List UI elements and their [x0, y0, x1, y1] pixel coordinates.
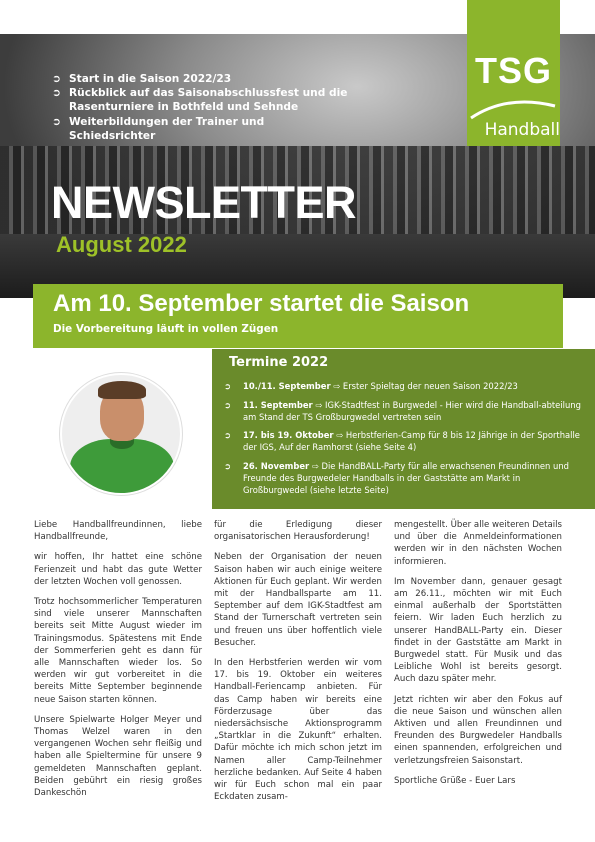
- paragraph: Im November dann, genauer gesagt am 26.11., möchten wir mit Euch einmal außerhalb der Sportstätten feiern. Wir laden Euch herzlich zu unserer HandBALL-Party ein. Dieser findet in der Gaststätte am Markt in Burgwedel statt. Für Musik und das Leibliche Wohl ist bereits gesorgt. Auch dazu später mehr.: [394, 576, 562, 685]
- arrow-icon: ➲: [224, 399, 232, 410]
- paragraph: Jetzt richten wir aber den Fokus auf die neue Saison und wünschen allen Aktiven und allen Freundinnen und Freunden des Burgwedeler Handballs einen spannenden, erfolgreichen und verletzungsfreien Saisonstart.: [394, 694, 562, 766]
- paragraph: Unsere Spielwarte Holger Meyer und Thomas Welzel waren in den vergangenen Wochen sehr fleißig und haben alle Spieltermine für unsere 9 gemeldeten Mannschaften geplant. Beiden gebührt ein riesig großes Dankeschön: [34, 714, 202, 799]
- highlight-item: ➲ Rückblick auf das Saisonabschlussfest und die Rasenturniere in Bothfeld und Sehnde: [52, 87, 348, 114]
- paragraph: für die Erledigung dieser organisatorischen Herausforderung!: [214, 520, 382, 543]
- arrow-icon: ➲: [224, 430, 232, 441]
- arrow-icon: ➲: [52, 87, 61, 100]
- headline: Am 10. September startet die Saison: [53, 290, 470, 317]
- highlight-item: ➲ Start in die Saison 2022/23: [52, 73, 232, 85]
- date-item: ➲ 17. bis 19. Oktober ⇨ Herbstferien-Camp für 8 bis 12 Jährige in der Sporthalle der IGS, Auf der Ramhorst (siehe Seite 4): [224, 430, 580, 453]
- arrow-icon: ➲: [52, 73, 61, 85]
- signature: Sportliche Grüße - Euer Lars: [394, 775, 516, 786]
- tsg-logo: [467, 0, 560, 146]
- header-highlights: [52, 72, 352, 143]
- hair: [98, 381, 146, 399]
- arrow-icon: ➲: [224, 460, 232, 471]
- arrow-icon: ➲: [52, 115, 61, 128]
- paragraph: Trotz hochsommerlicher Temperaturen sind viele unserer Mannschaften bereits seit Mitte August wieder im Trainingsmodus. Spätestens mit Ende der Sommerferien geht es dann für alle Mannschaften wieder los. So werden wir gut vorbereitet in die bereits Mitte September beginnende neue Saison starten können.: [34, 597, 202, 705]
- date-item: ➲ 10./11. September ⇨ Erster Spieltag der neuen Saison 2022/23: [224, 381, 518, 391]
- paragraph: wir hoffen, Ihr hattet eine schöne Ferienzeit und habt das gute Wetter der letzten Wochen voll genossen.: [34, 552, 202, 587]
- dates-title: Termine 2022: [229, 355, 329, 370]
- dates-box: [212, 349, 595, 509]
- paragraph: In den Herbstferien werden wir vom 17. bis 19. Oktober ein weiteres Handball-Feriencamp anbieten. Für das Camp haben wir bereits eine Förderzusage über das niedersächsische Aktionsprogramm „Startklar in die Zukunft“ erhalten. Dafür möchte ich mich schon jetzt im Namen aller Camp-Teilnehmer herzliche bedanken. Auf Seite 4 haben wir für Euch schon mal ein paar Eckdaten zusam-: [214, 658, 382, 803]
- logo-tsg-text: TSG: [474, 50, 552, 91]
- arrow-icon: ➲: [224, 381, 232, 391]
- logo-handball-text: Handball: [484, 120, 560, 140]
- paragraph: mengestellt. Über alle weiteren Details und über die Anmeldeinformationen werden wir in den nächsten Wochen informieren.: [394, 520, 562, 567]
- highlight-item: ➲ Weiterbildungen der Trainer und Schiedsrichter: [52, 115, 265, 142]
- swoosh-icon: [467, 92, 560, 122]
- article-column-1: [34, 519, 202, 807]
- subheadline: Die Vorbereitung läuft in vollen Zügen: [53, 323, 279, 335]
- date-item: ➲ 26. November ⇨ Die HandBALL-Party für alle erwachsenen Freundinnen und Freunde des Burgwedeler Handballs in der Gaststätte am Markt in Großburgwedel (siehe letzte Seite): [224, 460, 569, 495]
- newsletter-date: August 2022: [56, 232, 187, 257]
- paragraph: Neben der Organisation der neuen Saison haben wir auch einige weitere Aktionen für Euch geplant. Wir werden mit der Handballsparte am 11. September auf dem IGK-Stadtfest am Stand der Turnerschaft vertreten sein und freuen uns über hoffentlich viele Besucher.: [214, 552, 382, 648]
- headline-banner: [33, 284, 563, 348]
- author-portrait: [60, 373, 182, 495]
- dates-list: [224, 381, 584, 503]
- paragraph: Liebe Handballfreundinnen, liebe Handballfreunde,: [34, 520, 202, 543]
- article-column-2: [214, 519, 382, 811]
- date-item: ➲ 11. September ⇨ IGK-Stadtfest in Burgwedel - Hier wird die Handball-abteilung am Stand der TS Großburgwedel vertreten sein: [224, 399, 581, 422]
- newsletter-title: NEWSLETTER: [51, 177, 356, 228]
- article-column-3: [394, 519, 562, 795]
